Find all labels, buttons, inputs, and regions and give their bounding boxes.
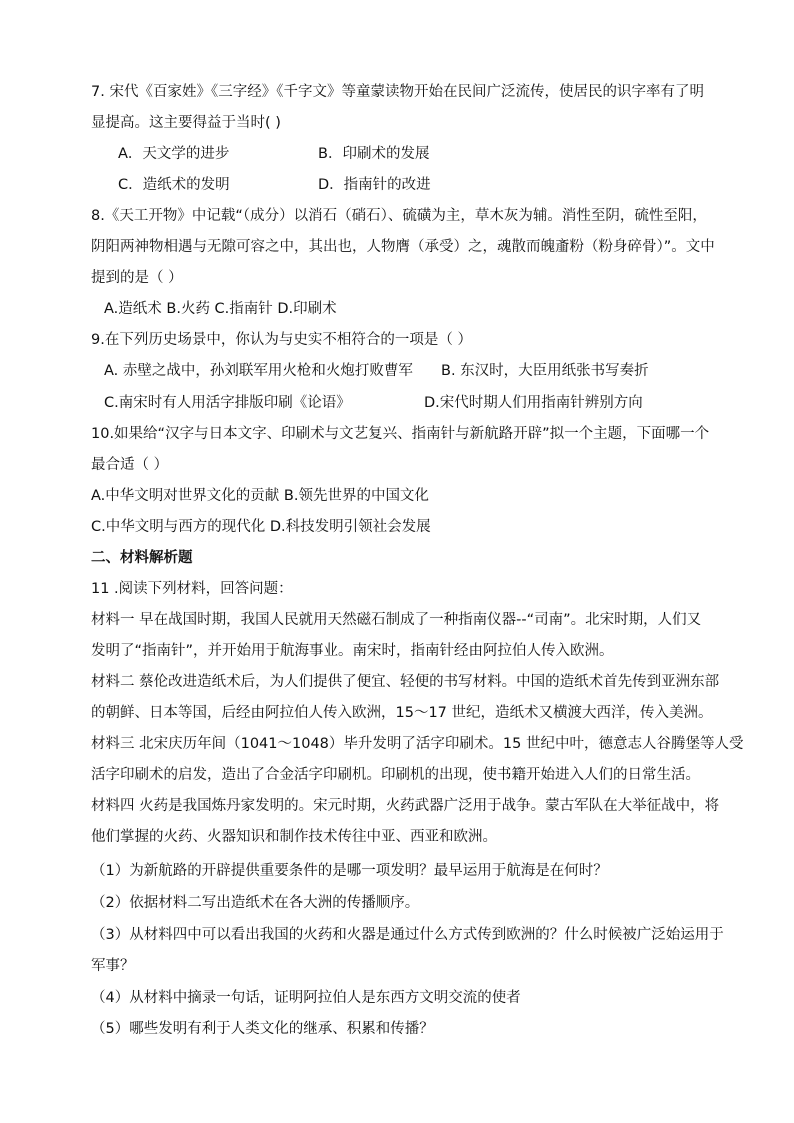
q9-option-d: D.宋代时期人们用指南针辨别方向 — [424, 395, 643, 411]
q9-option-c: C.南宋时有人用活字排版印刷《论语》 — [104, 395, 351, 411]
q9-stem: 9.在下列历史场景中，你认为与史实不相符合的一项是（ ） — [91, 332, 472, 348]
sub-question-2: （2）依据材料二写出造纸术在各大洲的传播顺序。 — [91, 895, 420, 911]
q10-stem-line1: 10.如果给“汉字与日本文字、印刷术与文艺复兴、指南针与新航路开辟”拟一个主题，下面哪一个 — [91, 426, 710, 442]
q7-option-c: C．造纸术的发明 — [118, 177, 230, 193]
material-4-line1: 材料四 火药是我国炼丹家发明的。宋元时期，火药武器广泛用于战争。蒙古军队在大举征战中，将 — [91, 798, 720, 814]
q8-stem-line3: 提到的是（ ） — [91, 270, 183, 286]
sub-question-4: （4）从材料中摘录一句话，证明阿拉伯人是东西方文明交流的使者 — [91, 990, 521, 1006]
sub-question-3-line2: 军事？ — [91, 958, 135, 974]
q10-options-ab: A.中华文明对世界文化的贡献 B.领先世界的中国文化 — [91, 488, 429, 504]
q7-option-a: A．天文学的进步 — [118, 146, 230, 162]
q7-stem-line2: 显提高。这主要得益于当时( ) — [91, 115, 281, 131]
q8-stem-line1: 8.《天工开物》中记载“（成分）以消石（硝石）、硫磺为主，草木灰为辅。消性至阴，硫性至阳， — [91, 208, 707, 224]
q10-options-cd: C.中华文明与西方的现代化 D.科技发明引领社会发展 — [91, 519, 431, 535]
q7-stem-line1: 7. 宋代《百家姓》《三字经》《千字文》等童蒙读物开始在民间广泛流传，使居民的识字率有了明 — [91, 84, 704, 100]
section-title: 二、材料解析题 — [91, 550, 193, 566]
material-3-line1: 材料三 北宋庆历年间（1041～1048）毕升发明了活字印刷术。15 世纪中叶，德意志人谷腾堡等人受 — [91, 736, 744, 752]
q10-stem-line2: 最合适（ ） — [91, 457, 169, 473]
material-2-line2: 的朝鲜、日本等国，后经由阿拉伯人传入欧洲，15～17 世纪，造纸术又横渡大西洋，传入美洲。 — [91, 705, 713, 721]
material-1-line1: 材料一 早在战国时期，我国人民就用天然磁石制成了一种指南仪器--“司南”。北宋时期，人们又 — [91, 612, 702, 628]
q8-stem-line2: 阴阳两神物相遇与无隙可容之中，其出也，人物膺（承受）之，魂散而魄齑粉（粉身碎骨）”。文中 — [91, 239, 715, 255]
material-2-line1: 材料二 蔡伦改进造纸术后，为人们提供了便宜、轻便的书写材料。中国的造纸术首先传到亚洲东部 — [91, 674, 720, 690]
material-3-line2: 活字印刷术的启发，造出了合金活字印刷机。印刷机的出现，使书籍开始进入人们的日常生活。 — [91, 767, 700, 783]
sub-question-3-line1: （3）从材料四中可以看出我国的火药和火器是通过什么方式传到欧洲的？什么时候被广泛始运用于 — [91, 927, 724, 943]
sub-question-1: （1）为新航路的开辟提供重要条件的是哪一项发明？最早运用于航海是在何时？ — [91, 863, 608, 879]
q9-option-a: A. 赤壁之战中，孙刘联军用火枪和火炮打败曹军 — [104, 363, 413, 379]
q9-option-b: B. 东汉时，大臣用纸张书写奏折 — [441, 363, 649, 379]
material-1-line2: 发明了“指南针”，并开始用于航海事业。南宋时，指南针经由阿拉伯人传入欧洲。 — [91, 643, 614, 659]
q7-option-b: B．印刷术的发展 — [318, 146, 430, 162]
sub-question-5: （5）哪些发明有利于人类文化的继承、积累和传播？ — [91, 1021, 434, 1037]
material-4-line2: 他们掌握的火药、火器知识和制作技术传往中亚、西亚和欧洲。 — [91, 829, 497, 845]
q8-options: A.造纸术 B.火药 C.指南针 D.印刷术 — [104, 301, 337, 317]
q7-option-d: D．指南针的改进 — [318, 177, 431, 193]
q11-intro: 11 .阅读下列材料，回答问题： — [91, 581, 293, 597]
